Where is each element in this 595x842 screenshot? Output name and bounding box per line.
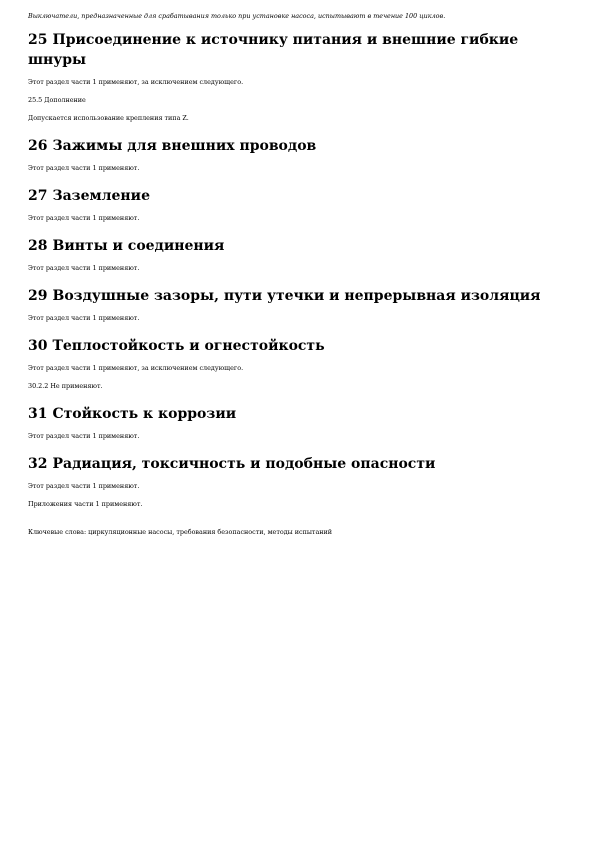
section-32 [28,454,573,508]
section-heading [28,336,573,356]
paragraph: Этот раздел части 1 применяют. [28,214,140,222]
paragraph: Этот раздел части 1 применяют. [28,264,140,272]
paragraph: Этот раздел части 1 применяют. [28,164,140,172]
section-number: 26 [28,138,48,154]
section-29 [28,286,573,322]
section-title: Воздушные зазоры, пути утечки и непрерывная изоляция [52,288,541,304]
section-title: Заземление [52,188,150,204]
intro-note: Выключатели, предназначенные для срабатывания только при установке насоса, испытывают в течение 100 циклов. [28,12,446,20]
paragraph: Этот раздел части 1 применяют, за исключением следующего. [28,364,244,372]
section-heading [28,236,573,256]
section-26 [28,136,573,172]
section-heading [28,136,573,156]
paragraph: Допускается использование крепления типа Z. [28,114,189,122]
section-title: Винты и соединения [52,238,225,254]
paragraph: Этот раздел части 1 применяют. [28,482,140,490]
section-title: Теплостойкость и огнестойкость [52,338,325,354]
paragraph: Этот раздел части 1 применяют. [28,432,140,440]
section-heading [28,186,573,206]
section-number: 31 [28,406,48,422]
section-number: 28 [28,238,48,254]
section-title: Стойкость к коррозии [52,406,237,422]
section-31 [28,404,573,440]
section-title: Присоединение к источнику питания и внешние гибкие шнуры [28,32,519,68]
section-title: Радиация, токсичность и подобные опасности [52,456,436,472]
section-heading [28,404,573,424]
paragraph: Этот раздел части 1 применяют. [28,314,140,322]
section-heading [28,30,573,70]
section-title: Зажимы для внешних проводов [52,138,317,154]
section-number: 32 [28,456,48,472]
section-number: 29 [28,288,48,304]
paragraph: Приложения части 1 применяют. [28,500,143,508]
section-30 [28,336,573,390]
paragraph: Этот раздел части 1 применяют, за исключением следующего. [28,78,244,86]
document-page [28,12,573,546]
section-27 [28,186,573,222]
section-heading [28,286,573,306]
section-number: 30 [28,338,48,354]
paragraph: 30.2.2 Не применяют. [28,382,103,390]
section-28 [28,236,573,272]
section-heading [28,454,573,474]
keywords-line: Ключевые слова: циркуляционные насосы, требования безопасности, методы испытаний [28,528,333,536]
section-number: 27 [28,188,48,204]
paragraph: 25.5 Дополнение [28,96,86,104]
section-25 [28,30,573,122]
section-number: 25 [28,32,48,48]
